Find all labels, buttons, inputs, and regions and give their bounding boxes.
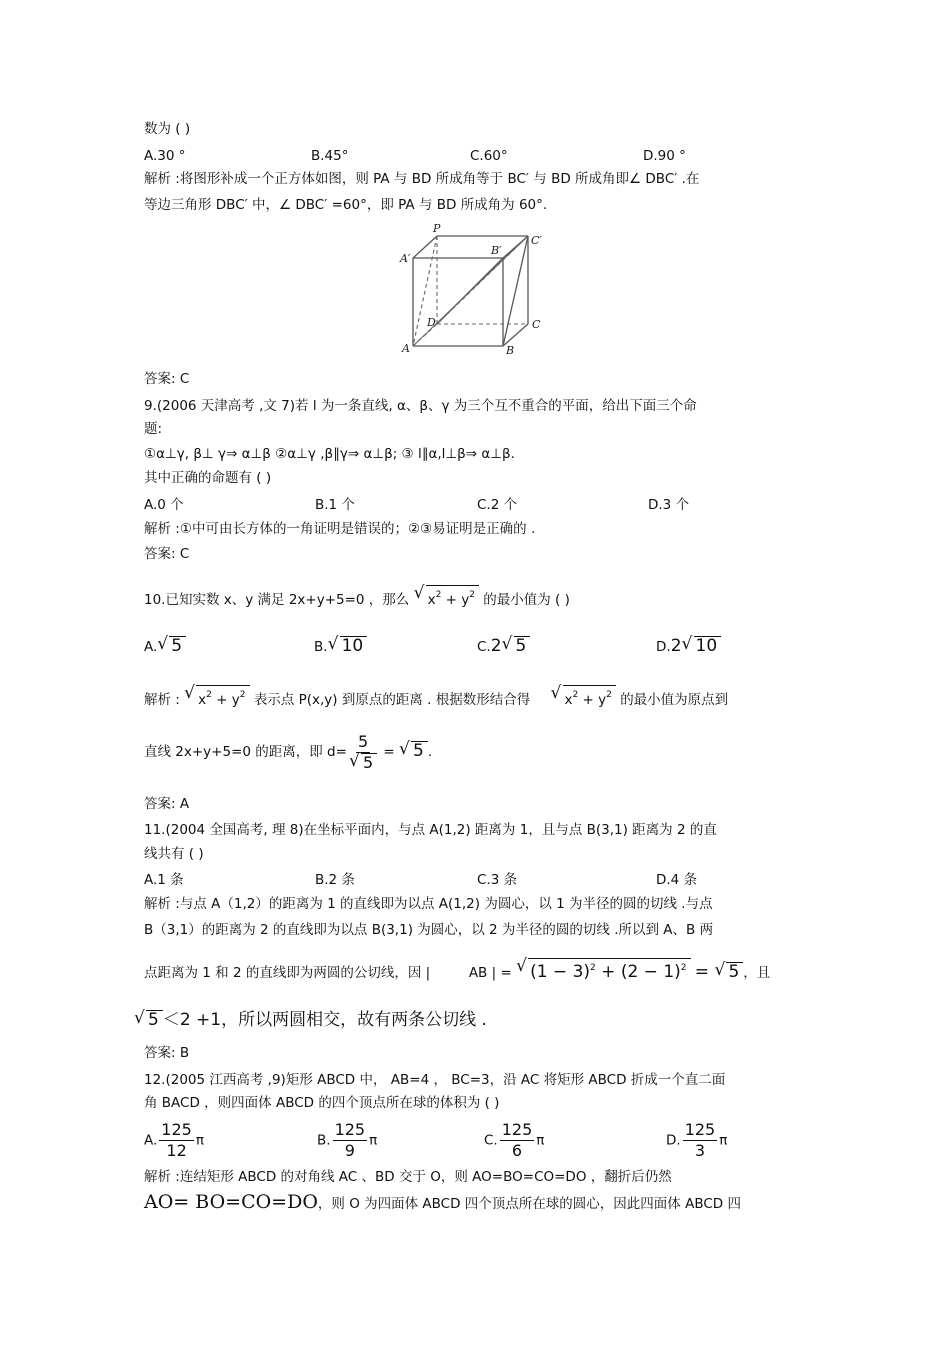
q11-option-d: D.4 条 — [656, 872, 698, 888]
q11-option-b: B.2 条 — [315, 872, 355, 888]
q11-answer: 答案: B — [144, 1045, 190, 1061]
q10-analysis-radical-2: √ $x^2 + y^2$ — [563, 685, 616, 709]
q8-stem-tail: 数为 ( ) — [144, 121, 191, 137]
q11-analysis-line2: B（3,1）的距离为 2 的直线即为以点 B(3,1) 为圆心，以 2 为半径的圆的切线 .所以到 A、B 两 — [144, 922, 714, 938]
q10-analysis-radical-1: √ $x^2 + y^2$ — [196, 685, 249, 709]
q12-option-a: A. $\frac{125}{12}$ π — [144, 1120, 204, 1160]
q10-stem-text-a: 10.已知实数 x、y 满足 2x+y+5=0 ，那么 — [144, 592, 410, 608]
q12-analysis-line2: AO= BO=CO=DO，则 O 为四面体 ABCD 四个顶点所在球的圆心，因此四面体 ABCD 四 — [144, 1191, 741, 1213]
q12-option-c: C. $\frac{125}{6}$ π — [484, 1120, 545, 1160]
q9-propositions: ①α⊥γ, β⊥ γ⇒ α⊥β ②α⊥γ ,β∥γ⇒ α⊥β; ③ l∥α,l⊥β⇒ α⊥β. — [144, 446, 515, 462]
q10-option-d: D.2√ 10 — [656, 636, 721, 656]
q9-analysis: 解析 :①中可由长方体的一角证明是错误的；②③易证明是正确的 . — [144, 521, 536, 537]
label-b: B — [506, 344, 515, 357]
q12-analysis-line1: 解析 :连结矩形 ABCD 的对角线 AC 、BD 交于 O，则 AO=BO=CO=DO ，翻折后仍然 — [144, 1169, 672, 1185]
label-p: P — [433, 222, 441, 235]
q10-analysis-line1: 解析 : √ $x^2 + y^2$ 表示点 P(x,y) 到原点的距离 . 根据数形结合得 √ $x^2 + y^2$ 的最小值为原点到 — [144, 685, 728, 709]
q9-answer: 答案: C — [144, 546, 190, 562]
q9-stem-line2: 题: — [144, 421, 163, 437]
q10-stem — [144, 585, 570, 609]
q11-analysis-line1: 解析 :与点 A（1,2）的距离为 1 的直线即为以点 A(1,2) 为圆心，以 1 为半径的圆的切线 .与点 — [144, 896, 713, 912]
label-d: D — [427, 316, 436, 329]
q11-distance-radical: √ $(1 - 3)^2 + (2 - 1)^2$ — [528, 958, 690, 981]
q10-option-c: C.2√ 5 — [477, 636, 530, 656]
q11-option-c: C.3 条 — [477, 872, 518, 888]
q9-option-b: B.1 个 — [315, 497, 355, 513]
q8-option-a: A.30 ° — [144, 148, 186, 164]
q8-analysis-line1: 解析 :将图形补成一个正方体如图，则 PA 与 BD 所成角等于 BC′ 与 BD 所成角即∠ DBC′ .在 — [144, 171, 700, 187]
q9-question: 其中正确的命题有 ( ) — [144, 470, 272, 486]
label-c: C — [532, 318, 541, 331]
label-a-prime: A′ — [400, 252, 411, 265]
q10-analysis-line2: 直线 2x+y+5=0 的距离，即 d= 5 √ 5 = √ 5 . — [144, 730, 432, 774]
q10-answer: 答案: A — [144, 796, 190, 812]
q11-stem-line2: 线共有 ( ) — [144, 846, 204, 862]
q8-answer: 答案: C — [144, 371, 190, 387]
q9-option-a: A.0 个 — [144, 497, 184, 513]
label-c-prime: C′ — [531, 234, 542, 247]
q8-analysis-line2: 等边三角形 DBC′ 中，∠ DBC′ =60°，即 PA 与 BD 所成角为 60°. — [144, 197, 548, 213]
q11-analysis-line3: 点距离为 1 和 2 的直线即为两圆的公切线，因 | AB | = √ $(1 - 3)^2 + (2 - 1)^2$ = √ 5 ，且 — [144, 958, 770, 982]
q8-option-b: B.45° — [311, 148, 349, 164]
label-b-prime: B′ — [491, 244, 502, 257]
q10-stem-text-b: 的最小值为 ( ) — [483, 592, 570, 608]
q10-radical: √ $x^2 + y^2$ — [426, 585, 479, 609]
q12-stem-line1: 12.(2005 江西高考 ,9)矩形 ABCD 中， AB=4 ， BC=3，沿 AC 将矩形 ABCD 折成一个直二面 — [144, 1072, 726, 1088]
label-a: A — [402, 342, 410, 355]
q11-option-a: A.1 条 — [144, 872, 184, 888]
q12-stem-line2: 角 BACD ，则四面体 ABCD 的四个顶点所在球的体积为 ( ) — [144, 1095, 500, 1111]
q9-stem-line1: 9.(2006 天津高考 ,文 7)若 l 为一条直线, α、β、γ 为三个互不重合的平面，给出下面三个命 — [144, 398, 697, 414]
q10-option-b: B.√ 10 — [314, 636, 367, 656]
q10-option-a: A.√ 5 — [144, 636, 186, 656]
q9-option-d: D.3 个 — [648, 497, 690, 513]
q8-option-d: D.90 ° — [643, 148, 686, 164]
q10-distance-fraction: 5 √ 5 — [349, 732, 377, 773]
q12-option-d: D. $\frac{125}{3}$ π — [666, 1120, 728, 1160]
q12-option-b: B. $\frac{125}{9}$ π — [317, 1120, 378, 1160]
cube-figure — [395, 220, 555, 362]
q9-option-c: C.2 个 — [477, 497, 518, 513]
q11-analysis-line4: √ 5 ＜2 +1，所以两圆相交，故有两条公切线 . — [144, 1010, 487, 1030]
q11-stem-line1: 11.(2004 全国高考, 理 8)在坐标平面内，与点 A(1,2) 距离为 1，且与点 B(3,1) 距离为 2 的直 — [144, 822, 717, 838]
q8-option-c: C.60° — [470, 148, 508, 164]
